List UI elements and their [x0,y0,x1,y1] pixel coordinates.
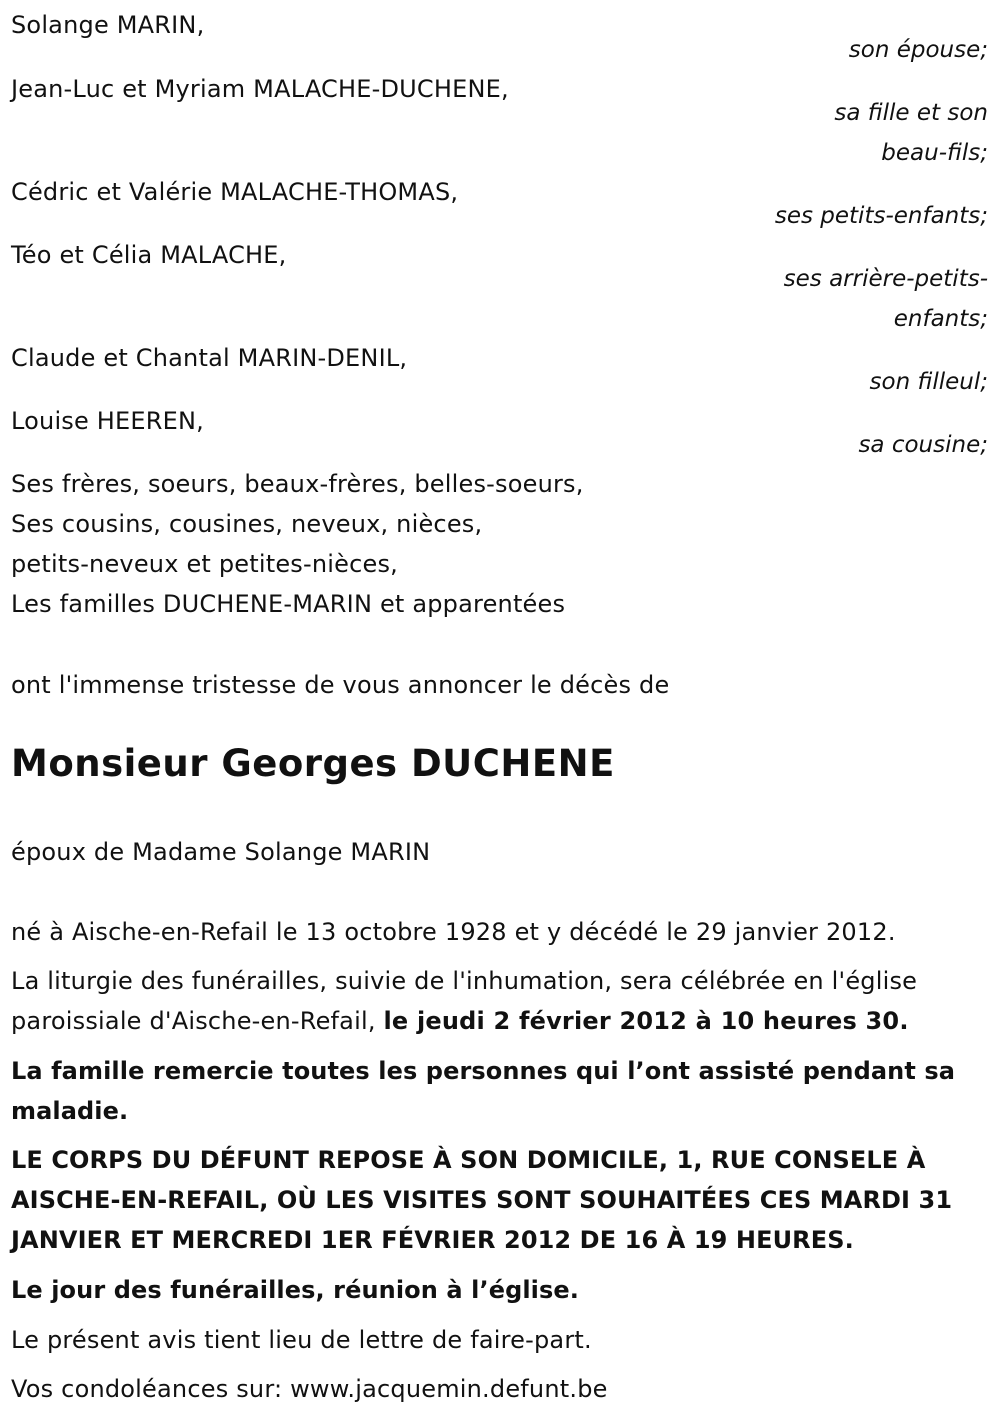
extended-family-line-1: Ses frères, soeurs, beaux-frères, belles-soeurs, [11,470,584,498]
extended-family-line-3: petits-neveux et petites-nièces, [11,550,399,578]
liturgy-date-time: le jeudi 2 février 2012 à 10 heures 30. [383,1007,909,1035]
family-name-6: Louise HEEREN, [11,407,205,435]
family-relation-4-line2: enfants; [893,306,988,332]
family-name-3: Cédric et Valérie MALACHE-THOMAS, [11,178,459,206]
family-relation-6: sa cousine; [858,432,988,458]
thanks-line-1: La famille remercie toutes les personnes qui l’ont assisté pendant sa [11,1057,956,1085]
family-name-5: Claude et Chantal MARIN-DENIL, [11,344,408,372]
family-name-1: Solange MARIN, [11,11,205,39]
visitation-line-3: JANVIER ET MERCREDI 1ER FÉVRIER 2012 DE 16 À 19 HEURES. [11,1226,854,1254]
family-relation-5: son filleul; [869,369,988,395]
family-name-2: Jean-Luc et Myriam MALACHE-DUCHENE, [11,75,509,103]
liturgy-line-2 [11,1007,909,1035]
family-name-4: Téo et Célia MALACHE, [11,241,287,269]
condolences-line: Vos condoléances sur: www.jacquemin.defunt.be [11,1375,608,1403]
liturgy-location: paroissiale d'Aische-en-Refail, [11,1007,376,1035]
family-relation-2-line2: beau-fils; [881,140,988,166]
extended-family-line-2: Ses cousins, cousines, neveux, nièces, [11,510,483,538]
family-relation-1: son épouse; [848,37,988,63]
extended-family-line-4: Les familles DUCHENE-MARIN et apparentées [11,590,566,618]
thanks-line-2: maladie. [11,1097,129,1125]
funeral-meeting: Le jour des funérailles, réunion à l’église. [11,1276,579,1304]
visitation-line-2: AISCHE-EN-REFAIL, OÙ LES VISITES SONT SOUHAITÉES CES MARDI 31 [11,1186,953,1214]
notice-line: Le présent avis tient lieu de lettre de faire-part. [11,1326,592,1354]
deceased-name: Monsieur Georges DUCHENE [11,742,615,785]
liturgy-line-1: La liturgie des funérailles, suivie de l'inhumation, sera célébrée en l'église [11,967,918,995]
announcement-text: ont l'immense tristesse de vous annoncer le décès de [11,671,670,699]
family-relation-3: ses petits-enfants; [774,203,988,229]
spouse-line: époux de Madame Solange MARIN [11,838,431,866]
family-relation-4-line1: ses arrière-petits- [783,266,988,292]
family-relation-2-line1: sa fille et son [834,100,988,126]
visitation-line-1: LE CORPS DU DÉFUNT REPOSE À SON DOMICILE, 1, RUE CONSELE À [11,1146,926,1174]
birth-death-line: né à Aische-en-Refail le 13 octobre 1928 et y décédé le 29 janvier 2012. [11,918,896,946]
